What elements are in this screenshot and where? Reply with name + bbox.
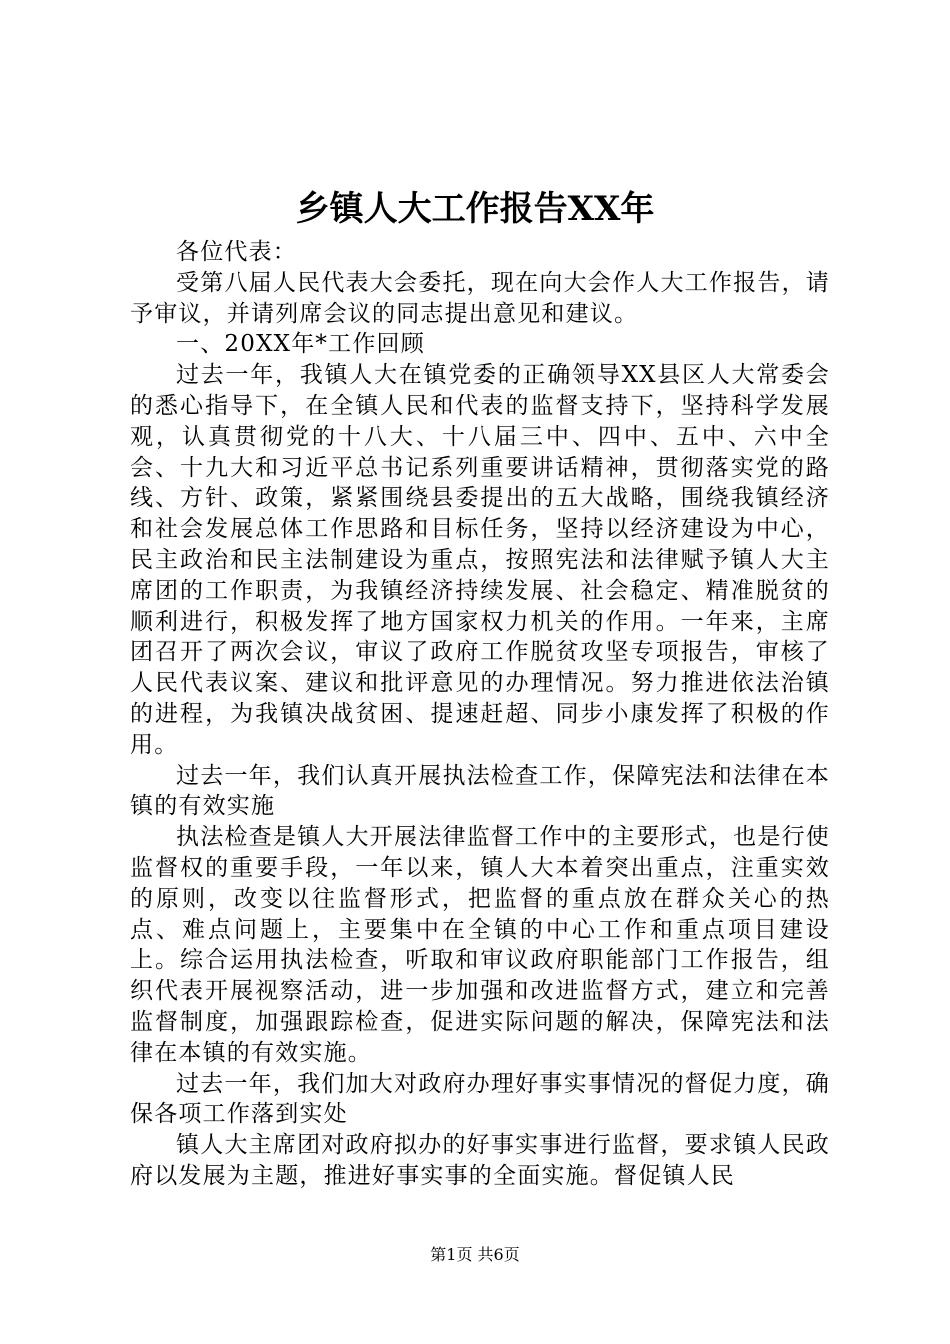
salutation: 各位代表： xyxy=(176,239,297,265)
subsection-heading: 过去一年，我们加大对政府办理好事实事情况的督促力度，确保各项工作落到实处 xyxy=(130,1070,830,1128)
body-paragraph: 镇人大主席团对政府拟办的好事实事进行监督，要求镇人民政府以发展为主题，推进好事实事的全面实施。督促镇人民 xyxy=(130,1132,830,1189)
body-paragraph: 过去一年，我镇人大在镇党委的正确领导XX县区人大常委会的悉心指导下，在全镇人民和代表的监督支持下，坚持科学发展观，认真贯彻党的十八大、十八届三中、四中、五中、六中全会、十九大和习近平总书记系列重要讲话精神，贯彻落实党的路线、方针、政策，紧紧围绕县委提出的五大战略，围绕我镇经济和社会发展总体工作思路和目标任务，坚持以经济建设为中心，民主政治和民主法制建设为重点，按照宪法和法律赋予镇人大主席团的工作职责，为我镇经济持续发展、社会稳定、精准脱贫的顺利进行，积极发挥了地方国家权力机关的作用。一年来，主席团召开了两次会议，审议了政府工作脱贫攻坚专项报告，审核了人民代表议案、建议和批评意见的办理情况。努力推进依法治镇的进程，为我镇决战贫困、提速赶超、同步小康发挥了积极的作用。 xyxy=(130,362,830,758)
document-title: 乡镇人大工作报告XX年 xyxy=(295,189,655,229)
document-body xyxy=(130,237,830,1192)
body-paragraph: 受第八届人民代表大会委托，现在向大会作人大工作报告，请予审议，并请列席会议的同志提出意见和建议。 xyxy=(130,269,830,327)
body-paragraph: 执法检查是镇人大开展法律监督工作中的主要形式，也是行使监督权的重要手段，一年以来，镇人大本着突出重点，注重实效的原则，改变以往监督形式，把监督的重点放在群众关心的热点、难点问题上，主要集中在全镇的中心工作和重点项目建设上。综合运用执法检查，听取和审议政府职能部门工作报告，组织代表开展视察活动，进一步加强和改进监督方式，建立和完善监督制度，加强跟踪检查，促进实际问题的解决，保障宪法和法律在本镇的有效实施。 xyxy=(130,824,830,1066)
page-footer: 第1页 共6页 xyxy=(430,1245,520,1264)
subsection-heading: 过去一年，我们认真开展执法检查工作，保障宪法和法律在本镇的有效实施 xyxy=(130,762,830,820)
section-heading: 一、20XX年*工作回顾 xyxy=(176,331,425,358)
